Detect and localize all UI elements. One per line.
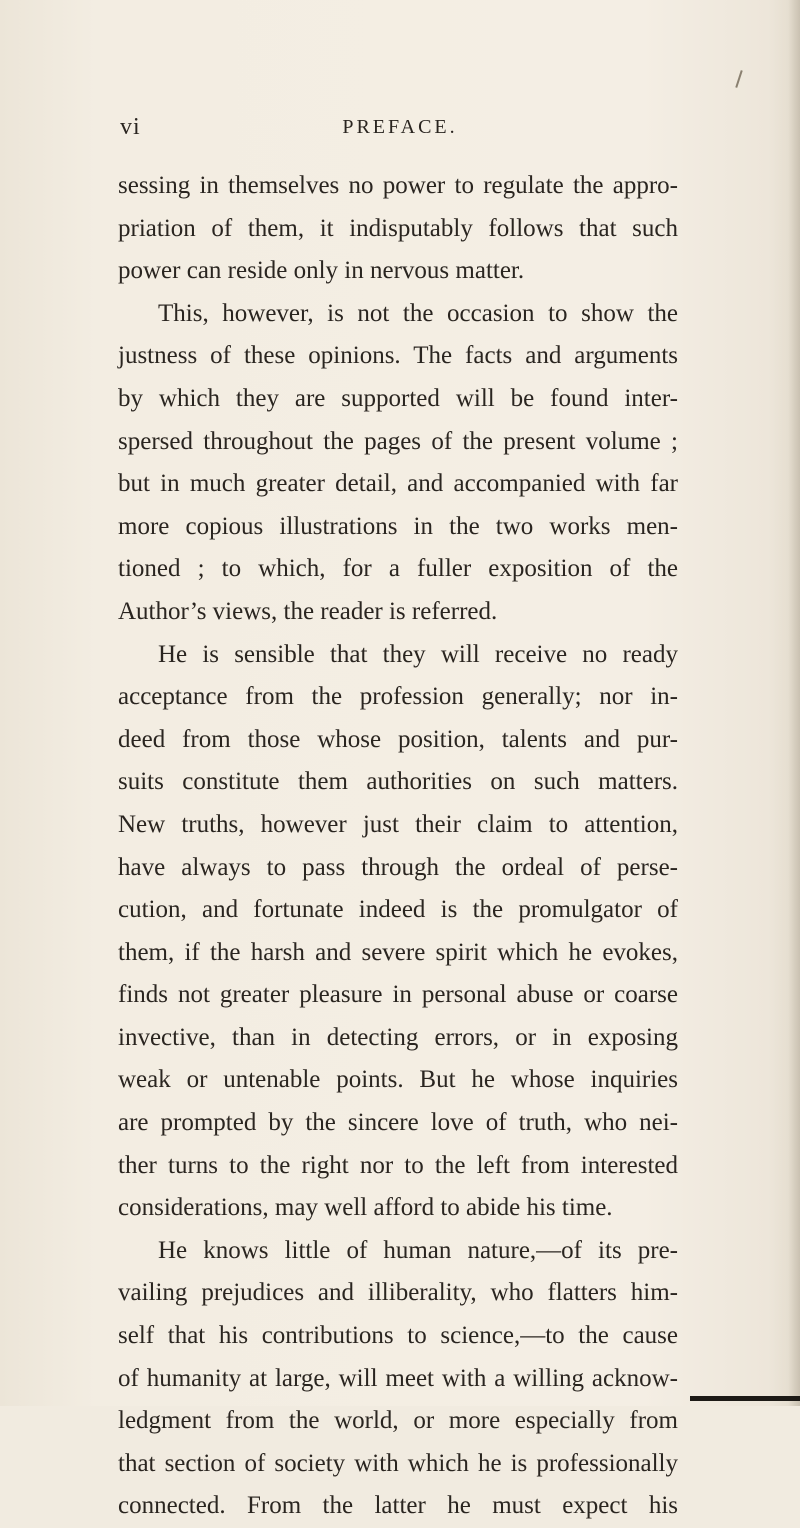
text-line: have always to pass through the ordeal of perse-	[118, 853, 678, 881]
text-line: justness of these opinions. The facts and arguments	[118, 342, 678, 370]
text-line: He knows little of human nature,—of its pre-	[158, 1236, 678, 1264]
page-header	[0, 114, 800, 148]
page-number: vi	[120, 114, 141, 140]
text-line: acceptance from the profession generally; nor in-	[118, 683, 678, 711]
text-line: ther turns to the right nor to the left from interested	[118, 1151, 678, 1179]
running-head: PREFACE.	[342, 116, 458, 138]
text-line: weak or untenable points. But he whose inquiries	[118, 1066, 678, 1094]
stray-ink-mark	[735, 70, 742, 88]
text-line: ledgment from the world, or more especially from	[118, 1407, 678, 1435]
text-line: suits constitute them authorities on such matters.	[118, 768, 678, 796]
text-line: self that his contributions to science,—to the cause	[118, 1322, 678, 1350]
text-line: vailing prejudices and illiberality, who flatters him-	[118, 1279, 678, 1307]
text-line: deed from those whose position, talents and pur-	[118, 725, 678, 753]
text-line: by which they are supported will be found inter-	[118, 384, 678, 412]
text-line: of humanity at large, will meet with a willing acknow-	[118, 1364, 678, 1392]
text-line: connected. From the latter he must expect his	[118, 1492, 678, 1520]
text-line: spersed throughout the pages of the present volume ;	[118, 427, 678, 455]
text-line: Author’s views, the reader is referred.	[118, 597, 498, 625]
text-line: This, however, is not the occasion to show the	[158, 299, 678, 327]
text-line: priation of them, it indisputably follows that such	[118, 214, 678, 242]
text-line: considerations, may well afford to abide his time.	[118, 1194, 613, 1222]
text-line: that section of society with which he is professionally	[118, 1449, 678, 1477]
text-line: He is sensible that they will receive no ready	[158, 640, 678, 668]
text-line: New truths, however just their claim to attention,	[118, 810, 678, 838]
bottom-edge-mark	[690, 1396, 800, 1401]
text-line: invective, than in detecting errors, or in exposing	[118, 1023, 678, 1051]
body-text	[118, 165, 678, 1528]
text-line: sessing in themselves no power to regulate the appro-	[118, 172, 678, 199]
text-line: but in much greater detail, and accompanied with far	[118, 470, 678, 498]
text-line: finds not greater pleasure in personal abuse or coarse	[118, 981, 678, 1009]
text-line: tioned ; to which, for a fuller exposition of the	[118, 555, 678, 583]
text-line: are prompted by the sincere love of truth, who nei-	[118, 1109, 678, 1137]
text-line: more copious illustrations in the two works men-	[118, 512, 678, 540]
text-line: them, if the harsh and severe spirit which he evokes,	[118, 938, 678, 966]
page-edge-shadow	[788, 0, 800, 1406]
text-line: power can reside only in nervous matter.	[118, 257, 525, 285]
text-line: cution, and fortunate indeed is the promulgator of	[118, 896, 678, 924]
